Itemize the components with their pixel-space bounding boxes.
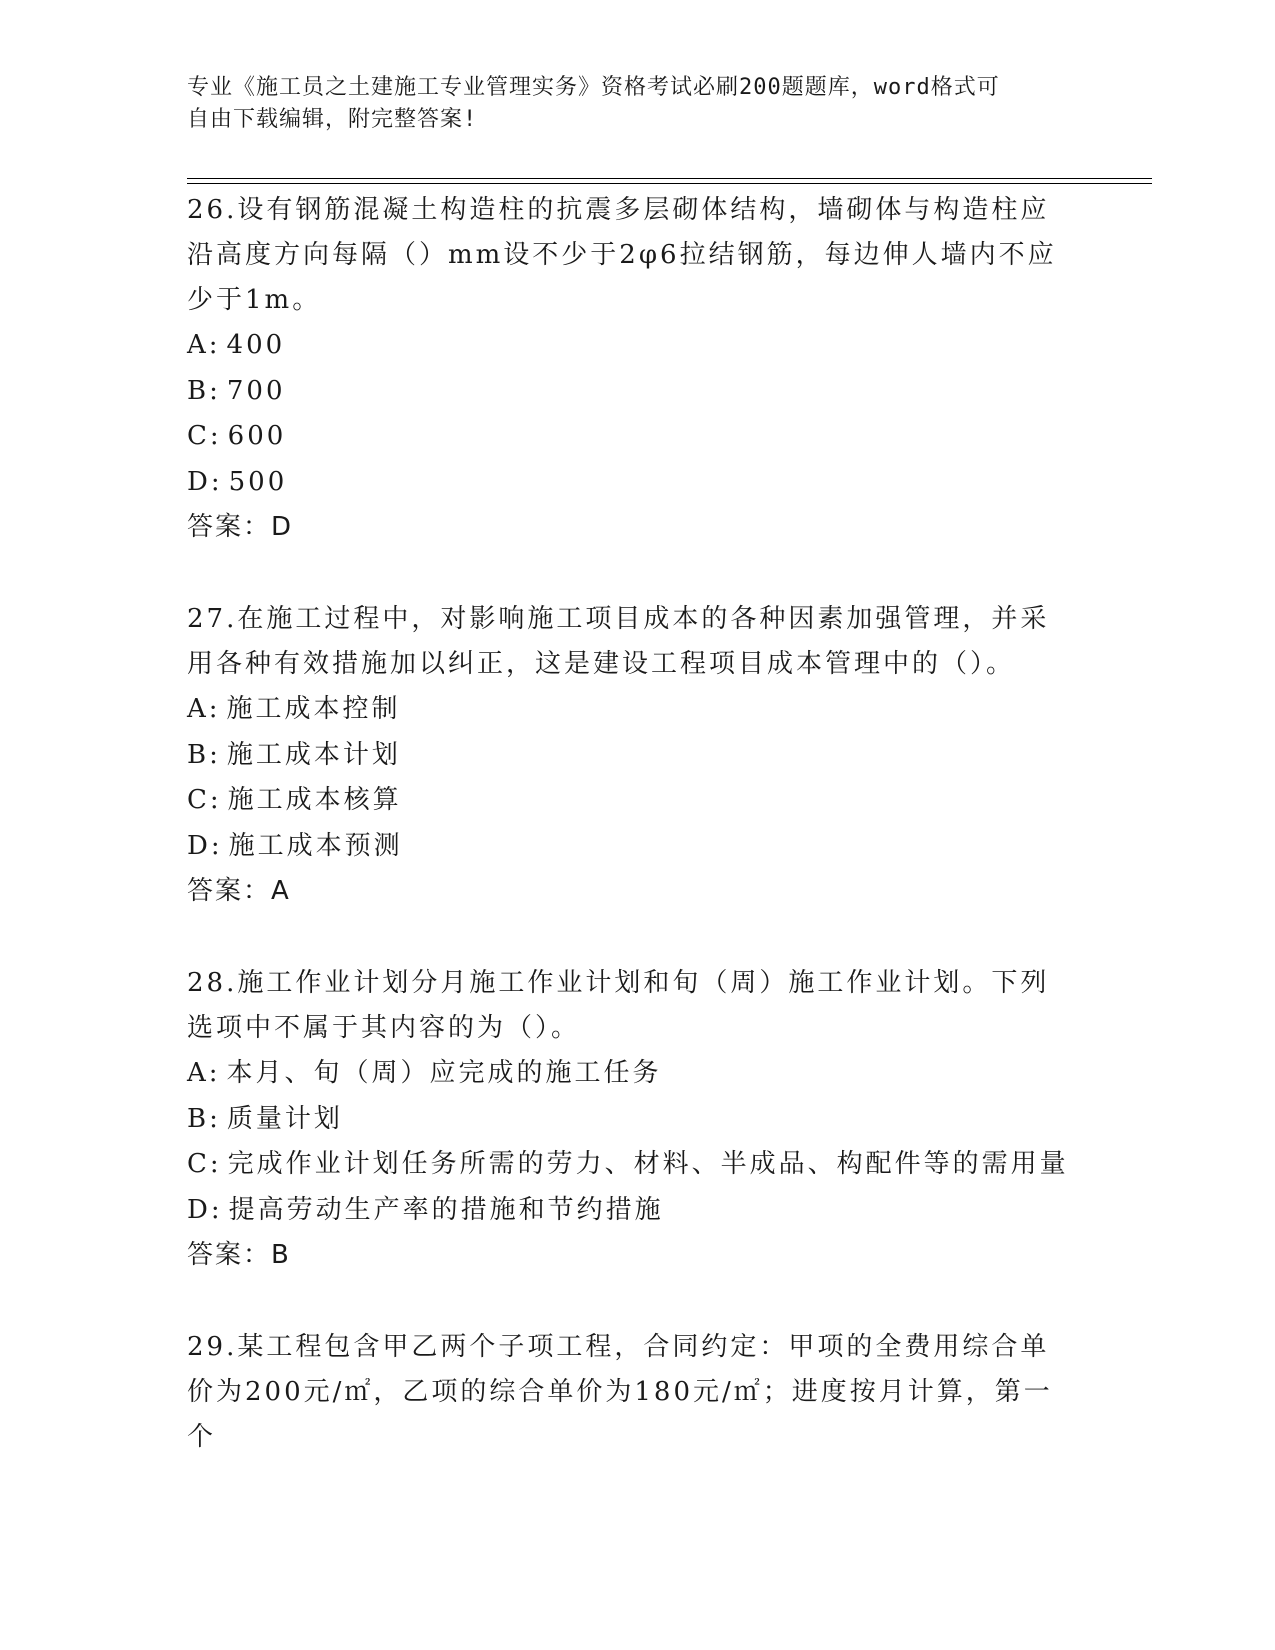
question-26	[187, 188, 1077, 550]
question-number: 27.	[187, 604, 238, 634]
question-text	[187, 188, 1077, 323]
header-line-1: 专业《施工员之土建施工专业管理实务》资格考试必刷200题题库，word格式可	[187, 75, 1000, 100]
spacer	[187, 550, 1077, 597]
option-label: A:	[187, 694, 221, 724]
option-a	[187, 323, 1077, 369]
option-text: 600	[227, 421, 287, 451]
option-text: 质量计划	[226, 1103, 343, 1134]
option-c	[187, 1142, 1077, 1188]
question-28	[187, 961, 1077, 1278]
spacer	[187, 914, 1077, 961]
option-b	[187, 369, 1077, 415]
option-d	[187, 1188, 1077, 1234]
option-text: 500	[228, 466, 288, 497]
question-stem: 某工程包含甲乙两个子项工程，合同约定：甲项的全费用综合单价为200元/㎡，乙项的综合单价为180元/㎡；进度按月计算，第一个	[187, 1332, 1053, 1452]
option-d	[187, 460, 1077, 506]
header-line-2: 自由下载编辑，附完整答案!	[187, 107, 478, 132]
option-label: C:	[187, 421, 222, 451]
option-text: 400	[226, 330, 286, 360]
question-text	[187, 1325, 1077, 1460]
question-text	[187, 597, 1077, 687]
option-label: C:	[187, 785, 222, 815]
option-text: 施工成本计划	[226, 739, 401, 770]
option-text: 提高劳动生产率的措施和节约措施	[228, 1194, 664, 1225]
question-stem: 在施工过程中，对影响施工项目成本的各种因素加强管理，并采用各种有效措施加以纠正，这是建设工程项目成本管理中的（）。	[187, 604, 1050, 679]
question-list	[187, 188, 1077, 1460]
option-a	[187, 687, 1077, 733]
question-number: 28.	[187, 968, 238, 998]
question-text	[187, 961, 1077, 1051]
option-text: 施工成本预测	[228, 830, 403, 861]
document-header	[187, 72, 1067, 136]
option-a	[187, 1051, 1077, 1097]
question-27	[187, 597, 1077, 914]
option-d	[187, 824, 1077, 870]
option-b	[187, 1097, 1077, 1143]
option-label: D:	[187, 466, 223, 497]
option-label: B:	[187, 739, 221, 770]
answer: 答案：A	[187, 876, 291, 906]
header-divider-thick	[187, 183, 1152, 184]
option-text: 施工成本核算	[227, 785, 402, 815]
question-stem: 设有钢筋混凝土构造柱的抗震多层砌体结构，墙砌体与构造柱应沿高度方向每隔（）mm设不少于2φ6拉结钢筋，每边伸人墙内不应少于1m。	[187, 195, 1057, 315]
option-label: A:	[187, 1058, 221, 1088]
spacer	[187, 1278, 1077, 1325]
option-b	[187, 733, 1077, 779]
option-c	[187, 778, 1077, 824]
option-text: 700	[226, 375, 286, 406]
option-label: A:	[187, 330, 221, 360]
answer: 答案：B	[187, 1240, 291, 1270]
option-text: 完成作业计划任务所需的劳力、材料、半成品、构配件等的需用量	[227, 1149, 1069, 1179]
option-label: B:	[187, 375, 221, 406]
question-29	[187, 1325, 1077, 1460]
option-text: 本月、旬（周）应完成的施工任务	[226, 1058, 662, 1088]
answer: 答案：D	[187, 512, 294, 542]
question-number: 29.	[187, 1332, 238, 1362]
question-stem: 施工作业计划分月施工作业计划和旬（周）施工作业计划。下列选项中不属于其内容的为（）。	[187, 968, 1050, 1043]
option-label: D:	[187, 830, 223, 861]
option-c	[187, 414, 1077, 460]
option-text: 施工成本控制	[226, 694, 401, 724]
question-number: 26.	[187, 195, 238, 225]
option-label: C:	[187, 1149, 222, 1179]
option-label: B:	[187, 1103, 221, 1134]
option-label: D:	[187, 1194, 223, 1225]
header-divider-thin	[187, 178, 1152, 179]
